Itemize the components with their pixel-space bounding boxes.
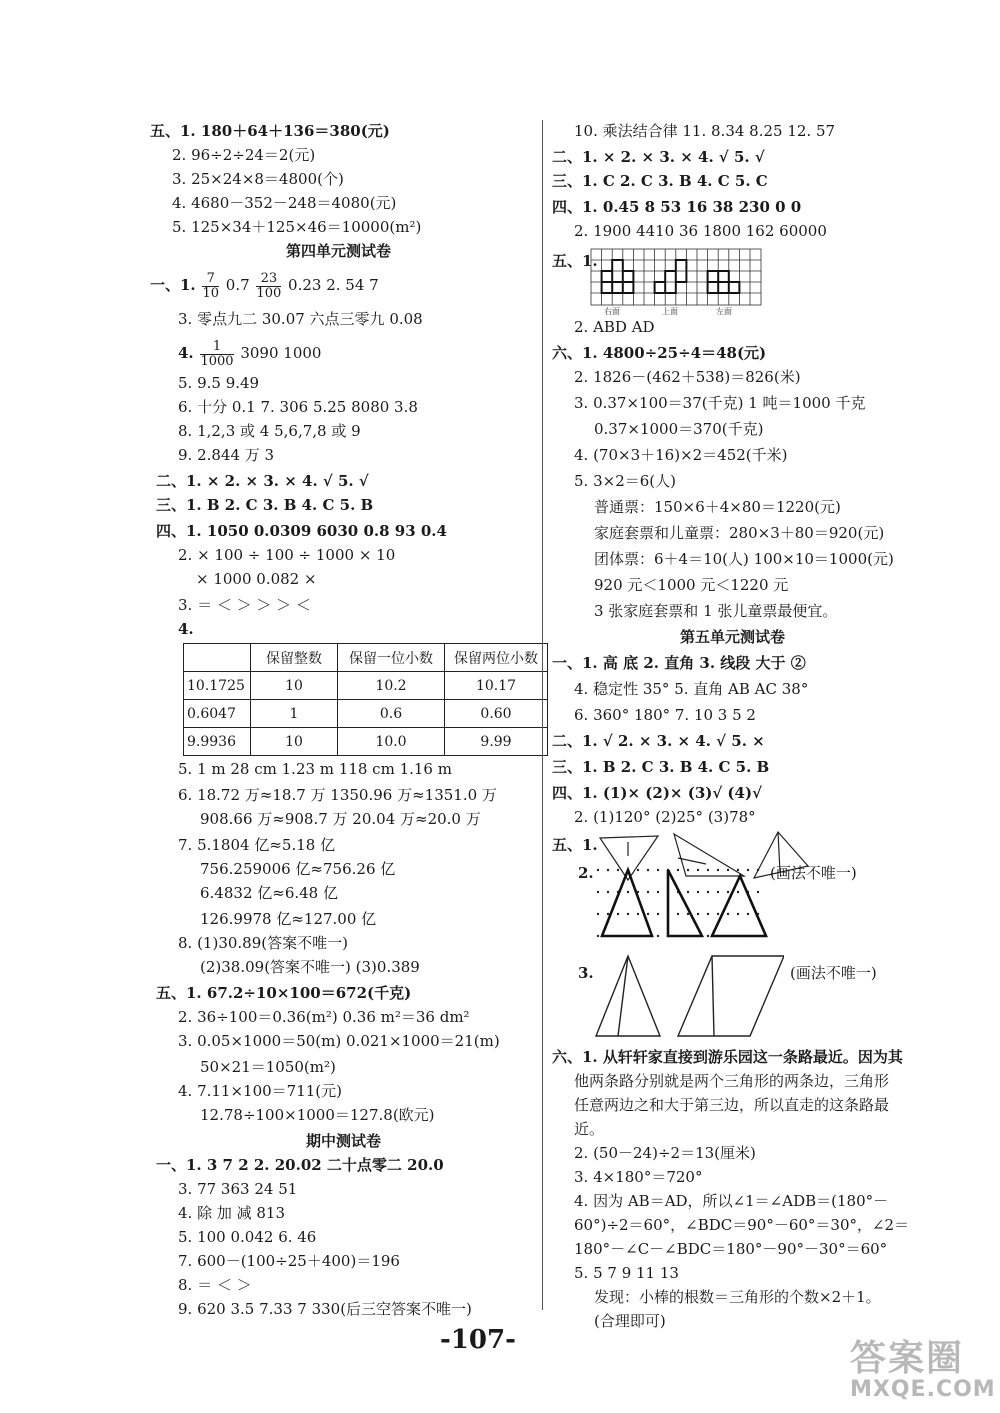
answer-line-fractions: [150, 268, 379, 302]
shape-split-drawing: [594, 954, 784, 1038]
grid-label-left: 左面: [716, 307, 732, 316]
table-row: [184, 728, 548, 756]
answer-line: 四、1. 1050 0.0309 6030 0.8 93 0.4: [156, 522, 447, 540]
table-header-cell: 保留整数: [251, 644, 338, 672]
answer-line: 4. (70×3＋16)×2＝452(千米): [574, 446, 788, 464]
answer-line: 4. 因为 AB＝AD，所以∠1＝∠ADB＝(180°－: [574, 1192, 889, 1210]
answer-line: 二、1. √ 2. × 3. × 4. √ 5. ×: [552, 732, 765, 750]
answer-line: 普通票：150×6＋4×80＝1220(元): [594, 498, 841, 516]
three-views-grid: [590, 248, 762, 316]
answer-line: 6. 18.72 万≈18.7 万 1350.96 万≈1351.0 万: [178, 786, 497, 804]
answer-line: 4.: [178, 620, 194, 638]
answer-line: 2. (1)120° (2)25° (3)78°: [574, 808, 756, 826]
answer-line: 126.9978 亿≈127.00 亿: [200, 910, 377, 928]
answer-line: 6. 十分 0.1 7. 306 5.25 8080 3.8: [178, 398, 418, 416]
right-triangle: [668, 870, 702, 936]
answer-line: 二、1. × 2. × 3. × 4. √ 5. √: [552, 148, 765, 166]
answer-line: 近。: [574, 1120, 605, 1138]
answer-line: 家庭套票和儿童票：280×3＋80＝920(元): [594, 524, 885, 542]
answer-line: 8. ＝ ＜ ＞: [178, 1276, 252, 1294]
answer-line: 六、1. 从轩轩家直接到游乐园这一条路最近。因为其: [552, 1048, 903, 1066]
page-number: -107-: [440, 1325, 516, 1355]
grid-label-top: 上面: [662, 307, 678, 316]
answer-line: 二、1. × 2. × 3. × 4. √ 5. √: [156, 472, 369, 490]
answer-line: × 1000 0.082 ×: [196, 570, 317, 588]
answer-line: (合理即可): [594, 1312, 666, 1330]
answer-line: 发现：小棒的根数＝三角形的个数×2＋1。: [594, 1288, 881, 1306]
denominator: 1000: [200, 353, 234, 369]
answer-value: 0.7: [225, 276, 250, 294]
table-header-row: [184, 644, 548, 672]
watermark-url: MXQE.COM: [850, 1377, 996, 1402]
answer-line: 5. 9.5 9.49: [178, 374, 260, 392]
answer-line: 3. ＝ ＜ ＞ ＞ ＞ ＜: [178, 596, 311, 614]
table-cell: 0.6: [338, 700, 445, 728]
answer-line: 8. (1)30.89(答案不唯一): [178, 934, 348, 952]
watermark-text: 答案圈: [850, 1338, 965, 1379]
answer-line: 三、1. B 2. C 3. B 4. C 5. B: [552, 758, 770, 776]
answer-line: (2)38.09(答案不唯一) (3)0.389: [200, 958, 420, 976]
view-shapes: [602, 260, 740, 293]
answer-line: 10. 乘法结合律 11. 8.34 8.25 12. 57: [574, 122, 836, 140]
fraction: [256, 272, 281, 301]
question-number: 3.: [578, 964, 594, 982]
answer-line: 任意两边之和大于第三边，所以直走的这条路最: [574, 1096, 890, 1114]
answer-line: 三、1. B 2. C 3. B 4. C 5. B: [156, 496, 374, 514]
answer-line: 3 张家庭套票和 1 张儿童票最便宜。: [594, 602, 838, 620]
answer-line: 5. 125×34＋125×46＝10000(m²): [172, 218, 422, 236]
answer-line: 5. 100 0.042 6. 46: [178, 1228, 317, 1246]
note-text: (画法不唯一): [790, 964, 877, 982]
numerator: 1: [200, 340, 233, 355]
answer-line: 2. 1900 4410 36 1800 162 60000: [574, 222, 827, 240]
table-cell: 9.9936: [184, 728, 251, 756]
answer-line: 920 元＜1000 元＜1220 元: [594, 576, 789, 594]
answer-line: 团体票：6＋4＝10(人) 100×10＝1000(元): [594, 550, 894, 568]
answer-line: 五、1. 180＋64＋136＝380(元): [150, 122, 390, 140]
answer-line: 4. 7.11×100＝711(元): [178, 1082, 343, 1100]
answer-line: 2. × 100 ÷ 100 ÷ 1000 × 10: [178, 546, 396, 564]
answer-line-fraction: [178, 336, 321, 370]
numerator: 23: [256, 272, 281, 287]
answer-line: 5. 5 7 9 11 13: [574, 1264, 679, 1282]
question-number: 4.: [178, 344, 194, 362]
fraction: [202, 272, 219, 301]
fraction: [200, 340, 233, 369]
answer-line: 2. 96÷2÷24＝2(元): [172, 146, 316, 164]
answer-line: 5. 1 m 28 cm 1.23 m 118 cm 1.16 m: [178, 760, 452, 778]
section-title-midterm: 期中测试卷: [306, 1132, 382, 1150]
answer-line: 五、1.: [552, 252, 598, 270]
denominator: 100: [256, 285, 282, 301]
table-cell: 0.6047: [184, 700, 251, 728]
answer-line: 50×21＝1050(m²): [200, 1058, 336, 1076]
answer-line: 五、1.: [552, 836, 598, 854]
answer-line: 7. 600－(100÷25＋400)＝196: [178, 1252, 400, 1270]
answer-line: 6.4832 亿≈6.48 亿: [200, 884, 338, 902]
answer-line: 3. 0.37×100＝37(千克) 1 吨＝1000 千克: [574, 394, 866, 412]
table-header-cell: 保留一位小数: [338, 644, 445, 672]
answer-line: 一、1. 3 7 2 2. 20.02 二十点零二 20.0: [156, 1156, 444, 1174]
table-cell: 10.17: [445, 672, 548, 700]
answer-line: 2. 1826－(462＋538)＝826(米): [574, 368, 801, 386]
answer-line: 7. 5.1804 亿≈5.18 亿: [178, 836, 336, 854]
grid-label-right: 右面: [604, 307, 620, 316]
answer-line: 2. 36÷100＝0.36(m²) 0.36 m²＝36 dm²: [178, 1008, 470, 1026]
table-row: [184, 700, 548, 728]
answer-line: 3. 25×24×8＝4800(个): [172, 170, 344, 188]
answer-line: 4. 4680－352－248＝4080(元): [172, 194, 397, 212]
answer-line: 四、1. (1)× (2)× (3)√ (4)√: [552, 784, 762, 802]
table-cell: 0.60: [445, 700, 548, 728]
table-cell: 10: [251, 728, 338, 756]
answer-line: 2. ABD AD: [574, 318, 655, 336]
denominator: 10: [202, 285, 219, 301]
answer-line: 180°－∠C－∠BDC＝180°－90°－30°＝60°: [574, 1240, 888, 1258]
answer-line: 一、1. 高 底 2. 直角 3. 线段 大于 ②: [552, 654, 806, 672]
answer-line: 3. 4×180°＝720°: [574, 1168, 703, 1186]
answer-line: 3. 零点九二 30.07 六点三零九 0.08: [178, 310, 423, 328]
answer-line: 六、1. 4800÷25÷4＝48(元): [552, 344, 767, 362]
answer-line: 2. (50－24)÷2＝13(厘米): [574, 1144, 756, 1162]
question-number: 2.: [578, 864, 594, 882]
answer-line: 4. 除 加 减 813: [178, 1204, 286, 1222]
column-divider: [542, 120, 543, 1310]
answer-line: 五、1. 67.2÷10×100＝672(千克): [156, 984, 412, 1002]
section-title-unit4: 第四单元测试卷: [286, 242, 392, 260]
table-cell: 10.0: [338, 728, 445, 756]
table-header-cell: 保留两位小数: [445, 644, 548, 672]
answer-value: 0.23 2. 54 7: [288, 276, 379, 294]
table-cell: 1: [251, 700, 338, 728]
note-text: (画法不唯一): [770, 864, 857, 882]
answer-line: 60°)÷2＝60°，∠BDC＝90°－60°＝30°，∠2＝: [574, 1216, 910, 1234]
answer-line: 4. 稳定性 35° 5. 直角 AB AC 38°: [574, 680, 809, 698]
split-parallelogram: [678, 956, 784, 1036]
isosceles-triangle: [712, 876, 766, 936]
answer-line: 908.66 万≈908.7 万 20.04 万≈20.0 万: [200, 810, 481, 828]
answer-line: 12.78÷100×1000＝127.8(欧元): [200, 1106, 435, 1124]
split-triangle: [596, 956, 660, 1036]
answer-value: 3090 1000: [240, 344, 322, 362]
section-title-unit5: 第五单元测试卷: [680, 628, 786, 646]
acute-triangle: [602, 870, 652, 936]
answer-line: 三、1. C 2. C 3. B 4. C 5. C: [552, 172, 768, 190]
question-number: 一、1.: [150, 276, 196, 294]
answer-line: 他两条路分别就是两个三角形的两条边，三角形: [574, 1072, 890, 1090]
answer-line: 8. 1,2,3 或 4 5,6,7,8 或 9: [178, 422, 361, 440]
watermark: [850, 1330, 996, 1402]
answer-line: 9. 620 3.5 7.33 7 330(后三空答案不唯一): [178, 1300, 472, 1318]
table-cell: 10: [251, 672, 338, 700]
answer-line: 756.259006 亿≈756.26 亿: [200, 860, 396, 878]
table-row: [184, 672, 548, 700]
dot-grid: [597, 869, 759, 937]
numerator: 7: [202, 272, 219, 287]
answer-line: 9. 2.844 万 3: [178, 446, 275, 464]
table-header-cell: [184, 644, 251, 672]
answer-line: 0.37×1000＝370(千克): [594, 420, 764, 438]
dot-grid-drawing: [594, 866, 770, 946]
rounding-table: [183, 643, 548, 756]
answer-line: 5. 3×2＝6(人): [574, 472, 676, 490]
answer-line: 3. 0.05×1000＝50(m) 0.021×1000＝21(m): [178, 1032, 500, 1050]
table-cell: 9.99: [445, 728, 548, 756]
answer-line: 四、1. 0.45 8 53 16 38 230 0 0: [552, 198, 802, 216]
answer-line: 3. 77 363 24 51: [178, 1180, 298, 1198]
answer-line: 6. 360° 180° 7. 10 3 5 2: [574, 706, 756, 724]
table-cell: 10.2: [338, 672, 445, 700]
table-cell: 10.1725: [184, 672, 251, 700]
